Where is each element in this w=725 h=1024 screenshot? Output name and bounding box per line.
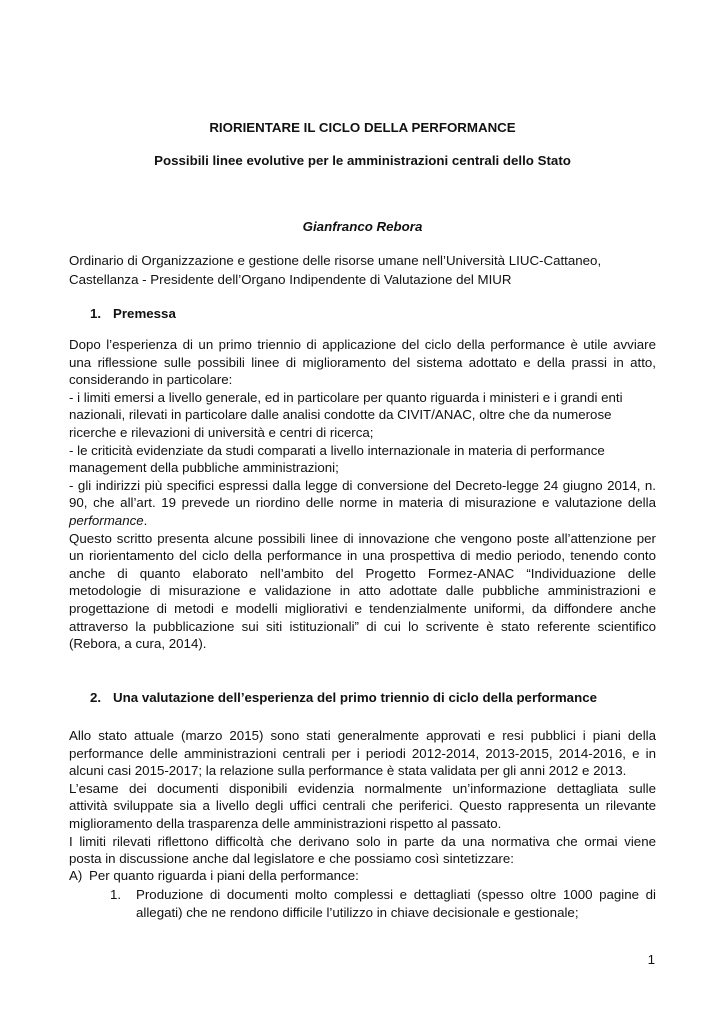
- text-line: progettazione di metodi e modelli migliorativi e tendenzialmente uniformi, da diffondere anche: [69, 600, 656, 616]
- text-line: alcuni casi 2015-2017; la relazione sulla performance è stata validata per gli anni 2012 e 2013.: [69, 763, 627, 779]
- text-line: metodologie di misurazione e validazione in atto adottate dalle pubbliche amministrazioni e: [69, 583, 656, 599]
- section-number: 2.: [90, 690, 102, 705]
- section-2-heading: [90, 690, 597, 705]
- text-line: anche di quanto elaborato nell’ambito del Progetto Formez-ANAC “Individuazione delle: [69, 565, 656, 581]
- text-line: allegati) che ne rendono difficile l’utilizzo in chiave decisionale e gestionale;: [136, 904, 579, 920]
- text-line: Produzione di documenti molto complessi e dettagliati (spesso oltre 1000 pagine di: [136, 887, 656, 902]
- italic-term: performance: [69, 512, 144, 528]
- section-number: 1.: [90, 306, 102, 321]
- affiliation-line: Castellanza - Presidente dell’Organo Indipendente di Valutazione del MIUR: [69, 272, 512, 287]
- text-line: - gli indirizzi più specifici espressi dalla legge di conversione del Decreto-legge 24 giugno 2014, n.: [69, 477, 656, 493]
- section-1-heading: [90, 306, 176, 321]
- sub-list-item: [110, 886, 656, 921]
- section-2-body: [69, 727, 656, 868]
- document-title: RIORIENTARE IL CICLO DELLA PERFORMANCE: [209, 120, 516, 135]
- list-marker: 1.: [110, 887, 122, 902]
- page-number: 1: [647, 952, 655, 967]
- list-marker: A): [69, 868, 83, 883]
- text-line: un riorientamento del ciclo della performance in una prospettiva di medio periodo, tenendo conto: [69, 548, 656, 564]
- text-line: nazionali, rilevati in particolare dalle analisi condotte da CIVIT/ANAC, oltre che da numerose: [69, 407, 612, 423]
- text-line: posta in discussione anche dal legislatore e che possiamo così sintetizzare:: [69, 851, 514, 867]
- text-line: 90, che all’art. 19 prevede un riordino delle norme in materia di misurazione e valutazione della: [69, 495, 656, 511]
- author-affiliation: [69, 251, 656, 289]
- text-line: miglioramento della trasparenza delle amministrazioni rispetto al passato.: [69, 815, 502, 831]
- text-line: Allo stato attuale (marzo 2015) sono stati generalmente approvati e resi pubblici i piani della: [69, 728, 656, 743]
- text-line: ricerche e rilevazioni di università e centri di ricerca;: [69, 424, 374, 440]
- author-name: Gianfranco Rebora: [302, 219, 423, 234]
- text-line: - i limiti emersi a livello generale, ed in particolare per quanto riguarda i ministeri e i grandi enti: [69, 389, 623, 405]
- text-line: considerando in particolare:: [69, 372, 233, 388]
- text-line: I limiti rilevati riflettono difficoltà che derivano solo in parte da una normativa che ormai viene: [69, 833, 656, 849]
- text-line: management della pubbliche amministrazioni;: [69, 460, 339, 476]
- text-line: L’esame dei documenti disponibili evidenzia normalmente un’informazione dettagliata sulle: [69, 780, 656, 796]
- section-title: Premessa: [113, 306, 176, 321]
- text-line: performance.: [69, 512, 148, 528]
- affiliation-line: Ordinario di Organizzazione e gestione delle risorse umane nell’Università LIUC-Cattaneo,: [69, 253, 602, 268]
- text-line: una riflessione sulle possibili linee di miglioramento del sistema adottato e della prassi in atto,: [69, 354, 656, 370]
- sub-list-text: [136, 886, 656, 921]
- text-line: - le criticità evidenziate da studi comparati a livello internazionale in materia di performance: [69, 442, 605, 458]
- text-line: Dopo l’esperienza di un primo triennio di applicazione del ciclo della performance è utile avviare: [69, 337, 656, 352]
- text-line: attività sviluppate sia a livello degli uffici centrali che periferici. Questo rappresenta un rilevante: [69, 798, 656, 814]
- text-line: attraverso la pubblicazione sui siti istituzionali” di cui lo scrivente è stato referente scientifico: [69, 618, 656, 634]
- text-line: performance delle amministrazioni centrali per i periodi 2012-2014, 2013-2015, 2014-2016, e in: [69, 745, 656, 761]
- text-line: (Rebora, a cura, 2014).: [69, 636, 207, 652]
- list-item-a: [69, 868, 359, 883]
- list-item-text: Per quanto riguarda i piani della performance:: [89, 868, 359, 883]
- text-line: Questo scritto presenta alcune possibili linee di innovazione che vengono poste all’attenzione per: [69, 530, 656, 546]
- section-title: Una valutazione dell’esperienza del primo triennio di ciclo della performance: [113, 690, 597, 705]
- document-subtitle: Possibili linee evolutive per le amministrazioni centrali dello Stato: [154, 153, 571, 168]
- section-1-body: [69, 336, 656, 653]
